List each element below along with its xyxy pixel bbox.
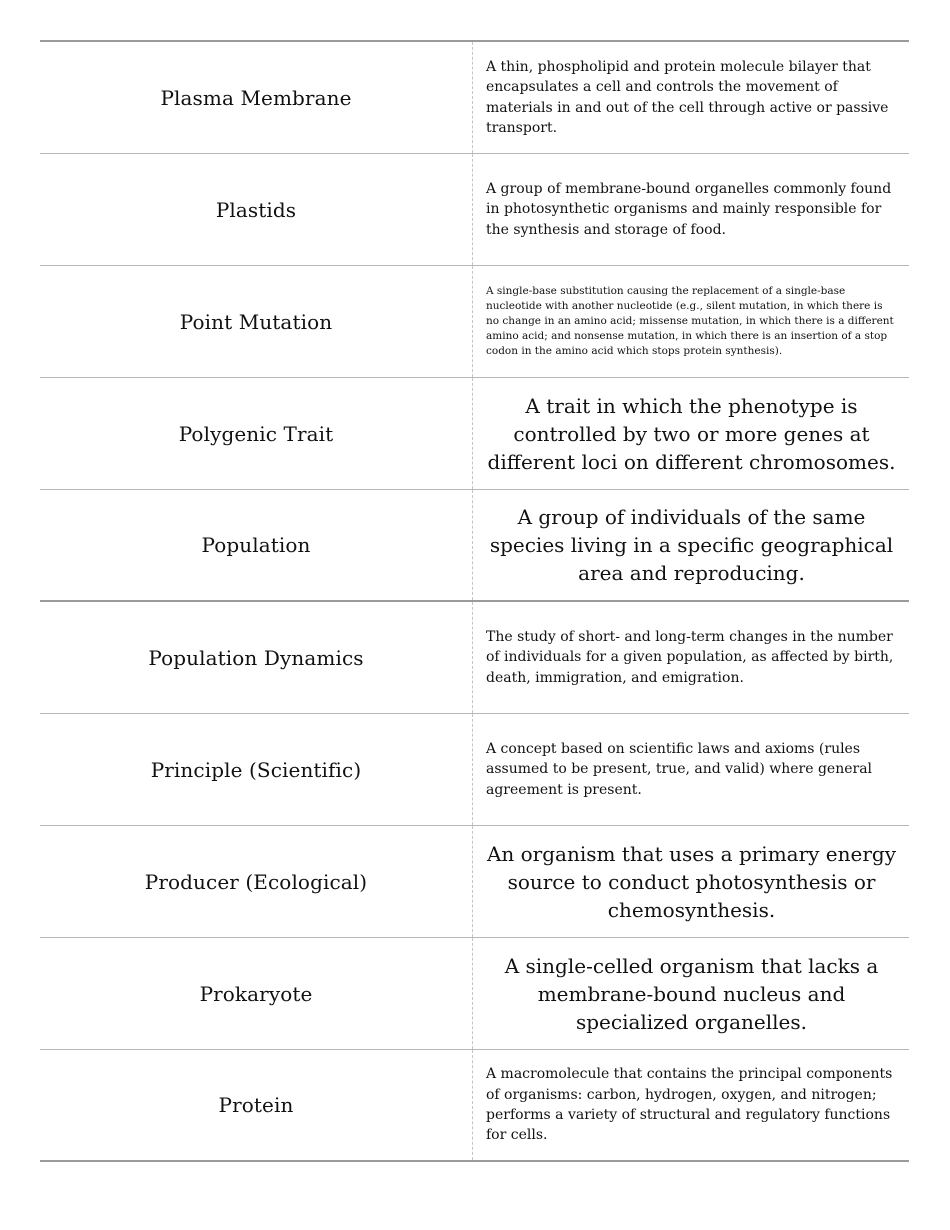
term-text: Polygenic Trait xyxy=(178,421,334,446)
term-cell xyxy=(40,602,473,713)
definition-cell xyxy=(473,378,909,489)
term-text: Population Dynamics xyxy=(148,645,364,670)
term-cell xyxy=(40,42,473,153)
term-text: Population xyxy=(201,533,311,557)
definition-text: A group of membrane-bound organelles commonly found in photosynthetic organisms and mainly responsible for the synthesis and storage of food. xyxy=(486,181,892,238)
definition-text: A thin, phospholipid and protein molecule bilayer that encapsulates a cell and controls the movement of materials in and out of the cell through active or passive transport. xyxy=(486,58,889,136)
definition-cell xyxy=(473,266,909,377)
definition-cell xyxy=(473,490,909,600)
definition-cell xyxy=(473,938,909,1049)
card-row xyxy=(40,154,909,266)
term-text: Plasma Membrane xyxy=(160,85,352,110)
term-cell xyxy=(40,490,473,600)
flashcard-table xyxy=(40,40,909,1162)
term-cell xyxy=(40,1050,473,1160)
definition-cell xyxy=(473,42,909,153)
definition-cell xyxy=(473,154,909,265)
definition-text: A trait in which the phenotype is controlled by two or more genes at different loci on different chromosomes. xyxy=(487,393,896,474)
card-row xyxy=(40,938,909,1050)
definition-text: A concept based on scientific laws and axioms (rules assumed to be present, true, and valid) where general agreement is present. xyxy=(486,741,873,798)
card-row xyxy=(40,378,909,490)
definition-cell xyxy=(473,714,909,825)
definition-text: A group of individuals of the same species living in a specific geographical area and reproducing. xyxy=(489,505,894,585)
definition-cell xyxy=(473,1050,909,1160)
definition-cell xyxy=(473,826,909,937)
definition-text: The study of short- and long-term changes in the number of individuals for a given population, as affected by birth, death, immigration, and emigration. xyxy=(486,629,894,686)
term-cell xyxy=(40,154,473,265)
term-text: Point Mutation xyxy=(179,309,333,334)
term-cell xyxy=(40,266,473,377)
card-row xyxy=(40,490,909,602)
term-text: Plastids xyxy=(215,197,297,222)
card-row xyxy=(40,42,909,154)
term-cell xyxy=(40,378,473,489)
term-cell xyxy=(40,714,473,825)
card-row xyxy=(40,602,909,714)
term-cell xyxy=(40,938,473,1049)
term-text: Principle (Scientific) xyxy=(150,757,362,782)
card-row xyxy=(40,714,909,826)
term-text: Prokaryote xyxy=(199,981,313,1006)
definition-text: An organism that uses a primary energy source to conduct photosynthesis or chemosynthesis. xyxy=(486,841,897,922)
card-row xyxy=(40,266,909,378)
definition-text: A single-base substitution causing the replacement of a single-base nucleotide with another nucleotide (e.g., silent mutation, in which there is no change in an amino acid; missense mutation, in which there is a different amino acid; and nonsense mutation, in which there is an insertion of a stop codon in the amino acid which stops protein synthesis). xyxy=(486,285,894,357)
definition-cell xyxy=(473,602,909,713)
definition-text: A single-celled organism that lacks a membrane-bound nucleus and specialized organelles. xyxy=(504,953,879,1034)
term-text: Protein xyxy=(218,1093,294,1117)
term-cell xyxy=(40,826,473,937)
definition-text: A macromolecule that contains the principal components of organisms: carbon, hydrogen, oxygen, and nitrogen; performs a variety of structural and regulatory functions for cells. xyxy=(486,1066,893,1144)
card-row xyxy=(40,1050,909,1162)
term-text: Producer (Ecological) xyxy=(144,869,368,894)
card-row xyxy=(40,826,909,938)
